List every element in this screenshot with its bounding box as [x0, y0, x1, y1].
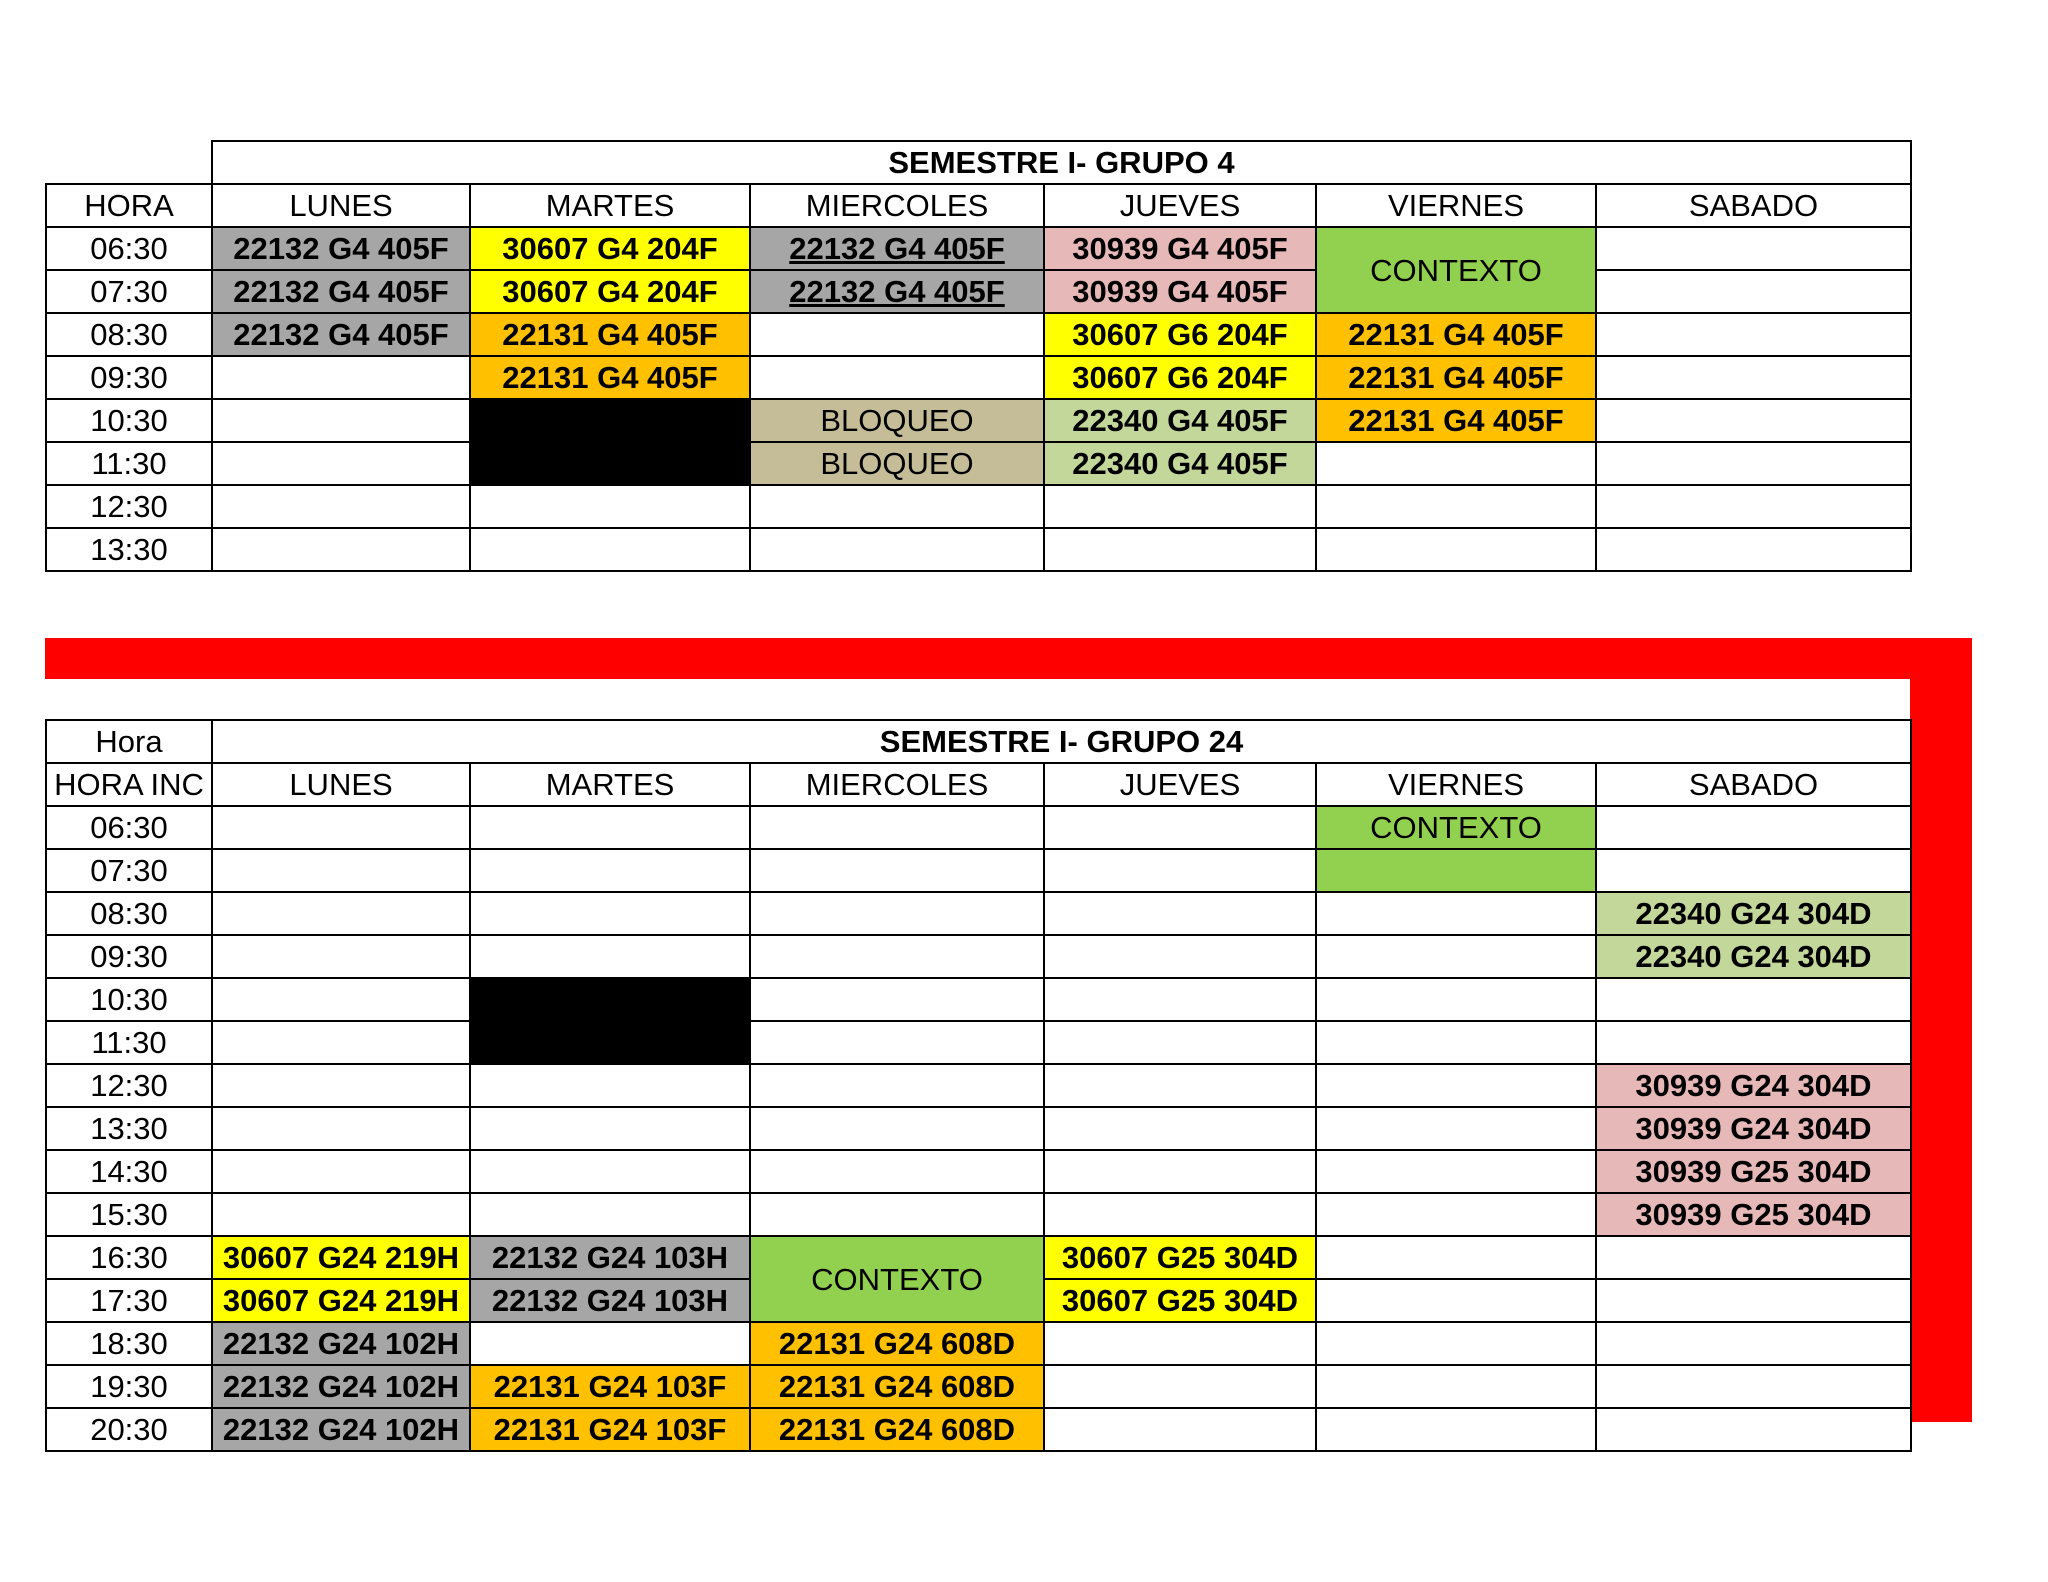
empty-cell: [1044, 1021, 1316, 1064]
table-row: [46, 806, 1911, 849]
course-cell: 22132 G24 102H: [212, 1365, 470, 1408]
empty-cell: [212, 485, 470, 528]
blocked-cell: [470, 978, 750, 1064]
empty-cell: [1316, 1064, 1596, 1107]
empty-cell: [212, 442, 470, 485]
table-row: [46, 528, 1911, 571]
course-cell: 22340 G4 405F: [1044, 442, 1316, 485]
empty-cell: [1596, 313, 1911, 356]
empty-cell: [1596, 1021, 1911, 1064]
empty-cell: [1044, 806, 1316, 849]
empty-cell: [1316, 528, 1596, 571]
day-header-martes: MARTES: [470, 763, 750, 806]
empty-cell: [1316, 892, 1596, 935]
table-row: [46, 442, 1911, 485]
empty-cell: [212, 399, 470, 442]
course-cell: 22132 G4 405F: [212, 270, 470, 313]
time-cell: 10:30: [46, 399, 212, 442]
day-header-lunes: LUNES: [212, 184, 470, 227]
bloqueo-cell: BLOQUEO: [750, 399, 1044, 442]
table-row: [46, 978, 1911, 1021]
empty-cell: [1316, 978, 1596, 1021]
time-cell: 09:30: [46, 356, 212, 399]
time-cell: 17:30: [46, 1279, 212, 1322]
empty-cell: [750, 1107, 1044, 1150]
table-row: [46, 1193, 1911, 1236]
empty-cell: [1596, 227, 1911, 270]
schedule-grupo-4: [45, 140, 1912, 572]
time-cell: 08:30: [46, 313, 212, 356]
table-row: [46, 485, 1911, 528]
empty-cell: [750, 1193, 1044, 1236]
day-header-miercoles: MIERCOLES: [750, 763, 1044, 806]
red-side-bar: [1910, 679, 1972, 1422]
empty-cell: [470, 1064, 750, 1107]
time-cell: 12:30: [46, 1064, 212, 1107]
contexto-cell: [1316, 849, 1596, 892]
contexto-cell: CONTEXTO: [1316, 806, 1596, 849]
empty-cell: [1316, 1279, 1596, 1322]
empty-cell: [750, 1064, 1044, 1107]
time-cell: 15:30: [46, 1193, 212, 1236]
day-header-viernes: VIERNES: [1316, 184, 1596, 227]
empty-cell: [750, 313, 1044, 356]
course-cell: 22131 G24 103F: [470, 1408, 750, 1451]
time-cell: 08:30: [46, 892, 212, 935]
empty-cell: [470, 935, 750, 978]
empty-cell: [1316, 1365, 1596, 1408]
course-cell: 30607 G25 304D: [1044, 1236, 1316, 1279]
time-cell: 13:30: [46, 1107, 212, 1150]
empty-cell: [1596, 528, 1911, 571]
empty-cell: [212, 1064, 470, 1107]
empty-cell: [470, 892, 750, 935]
empty-cell: [1596, 399, 1911, 442]
empty-cell: [470, 528, 750, 571]
empty-cell: [212, 1021, 470, 1064]
empty-cell: [1596, 1408, 1911, 1451]
course-cell: 22131 G4 405F: [1316, 399, 1596, 442]
course-cell: 30939 G25 304D: [1596, 1193, 1911, 1236]
contexto-cell: CONTEXTO: [1316, 227, 1596, 313]
empty-cell: [750, 935, 1044, 978]
time-cell: 11:30: [46, 1021, 212, 1064]
empty-cell: [1596, 806, 1911, 849]
time-cell: 18:30: [46, 1322, 212, 1365]
table-row: [46, 227, 1911, 270]
empty-cell: [212, 1193, 470, 1236]
course-cell: 30607 G24 219H: [212, 1236, 470, 1279]
hour-header: HORA INC: [46, 763, 212, 806]
empty-cell: [1044, 1064, 1316, 1107]
time-cell: 06:30: [46, 227, 212, 270]
course-cell: 22131 G4 405F: [1316, 313, 1596, 356]
empty-cell: [212, 528, 470, 571]
bloqueo-cell: BLOQUEO: [750, 442, 1044, 485]
course-cell: 22131 G24 103F: [470, 1365, 750, 1408]
course-cell: 30939 G4 405F: [1044, 227, 1316, 270]
time-cell: 19:30: [46, 1365, 212, 1408]
time-cell: 07:30: [46, 270, 212, 313]
corner-cell: [46, 141, 212, 184]
table-row: [46, 1064, 1911, 1107]
empty-cell: [1044, 485, 1316, 528]
empty-cell: [1596, 356, 1911, 399]
table-row: [46, 935, 1911, 978]
course-cell: 30607 G24 219H: [212, 1279, 470, 1322]
table-row: [46, 1365, 1911, 1408]
empty-cell: [1044, 1408, 1316, 1451]
empty-cell: [1596, 1279, 1911, 1322]
empty-cell: [1044, 1365, 1316, 1408]
empty-cell: [212, 978, 470, 1021]
table-row: [46, 1021, 1911, 1064]
empty-cell: [470, 849, 750, 892]
schedule-grupo-24: [45, 719, 1912, 1452]
course-cell: 22340 G4 405F: [1044, 399, 1316, 442]
course-cell: 22131 G24 608D: [750, 1322, 1044, 1365]
empty-cell: [1596, 849, 1911, 892]
time-cell: 14:30: [46, 1150, 212, 1193]
course-cell: 30607 G6 204F: [1044, 356, 1316, 399]
table-row: [46, 1322, 1911, 1365]
course-cell: 30939 G25 304D: [1596, 1150, 1911, 1193]
course-cell: 22132 G4 405F: [750, 270, 1044, 313]
course-cell: 22131 G4 405F: [1316, 356, 1596, 399]
table-row: [46, 1408, 1911, 1451]
time-cell: 20:30: [46, 1408, 212, 1451]
day-header-sabado: SABADO: [1596, 184, 1911, 227]
day-header-lunes: LUNES: [212, 763, 470, 806]
empty-cell: [212, 935, 470, 978]
time-cell: 07:30: [46, 849, 212, 892]
empty-cell: [1044, 1150, 1316, 1193]
course-cell: 22340 G24 304D: [1596, 892, 1911, 935]
time-cell: 11:30: [46, 442, 212, 485]
course-cell: 30607 G6 204F: [1044, 313, 1316, 356]
empty-cell: [750, 528, 1044, 571]
empty-cell: [470, 1322, 750, 1365]
empty-cell: [1596, 270, 1911, 313]
empty-cell: [750, 1021, 1044, 1064]
hour-header: HORA: [46, 184, 212, 227]
course-cell: 30939 G24 304D: [1596, 1107, 1911, 1150]
empty-cell: [1316, 1322, 1596, 1365]
table-row: [46, 849, 1911, 892]
day-header-viernes: VIERNES: [1316, 763, 1596, 806]
empty-cell: [1596, 1322, 1911, 1365]
course-cell: 22132 G4 405F: [212, 227, 470, 270]
empty-cell: [750, 806, 1044, 849]
course-cell: 30939 G24 304D: [1596, 1064, 1911, 1107]
time-cell: 06:30: [46, 806, 212, 849]
table-row: [46, 399, 1911, 442]
empty-cell: [1044, 849, 1316, 892]
course-cell: 22131 G4 405F: [470, 313, 750, 356]
table-row: [46, 892, 1911, 935]
day-header-martes: MARTES: [470, 184, 750, 227]
empty-cell: [1044, 978, 1316, 1021]
empty-cell: [212, 849, 470, 892]
course-cell: 22340 G24 304D: [1596, 935, 1911, 978]
course-cell: 22132 G4 405F: [750, 227, 1044, 270]
empty-cell: [212, 1107, 470, 1150]
empty-cell: [1044, 528, 1316, 571]
empty-cell: [1316, 1193, 1596, 1236]
course-cell: 22132 G24 103H: [470, 1236, 750, 1279]
empty-cell: [750, 892, 1044, 935]
course-cell: 22131 G24 608D: [750, 1365, 1044, 1408]
day-header-sabado: SABADO: [1596, 763, 1911, 806]
day-header-miercoles: MIERCOLES: [750, 184, 1044, 227]
course-cell: 30607 G4 204F: [470, 227, 750, 270]
course-cell: 22131 G24 608D: [750, 1408, 1044, 1451]
course-cell: 30607 G4 204F: [470, 270, 750, 313]
empty-cell: [1044, 1193, 1316, 1236]
course-cell: 22132 G24 102H: [212, 1408, 470, 1451]
empty-cell: [470, 1193, 750, 1236]
contexto-cell: CONTEXTO: [750, 1236, 1044, 1322]
empty-cell: [750, 978, 1044, 1021]
empty-cell: [750, 356, 1044, 399]
empty-cell: [1316, 1408, 1596, 1451]
empty-cell: [470, 1107, 750, 1150]
empty-cell: [212, 892, 470, 935]
day-header-jueves: JUEVES: [1044, 184, 1316, 227]
day-header-jueves: JUEVES: [1044, 763, 1316, 806]
corner-cell: Hora: [46, 720, 212, 763]
empty-cell: [750, 849, 1044, 892]
empty-cell: [212, 356, 470, 399]
time-cell: 10:30: [46, 978, 212, 1021]
empty-cell: [470, 485, 750, 528]
empty-cell: [1596, 1365, 1911, 1408]
empty-cell: [750, 1150, 1044, 1193]
empty-cell: [212, 806, 470, 849]
empty-cell: [212, 1150, 470, 1193]
empty-cell: [1316, 485, 1596, 528]
empty-cell: [1596, 978, 1911, 1021]
course-cell: 22132 G24 102H: [212, 1322, 470, 1365]
empty-cell: [1596, 485, 1911, 528]
course-cell: 30607 G25 304D: [1044, 1279, 1316, 1322]
empty-cell: [1044, 935, 1316, 978]
empty-cell: [470, 806, 750, 849]
time-cell: 09:30: [46, 935, 212, 978]
empty-cell: [1316, 1236, 1596, 1279]
red-separator-bar: [45, 638, 1972, 679]
table-row: [46, 313, 1911, 356]
schedule-title: SEMESTRE I- GRUPO 4: [212, 141, 1911, 184]
table-row: [46, 1236, 1911, 1279]
empty-cell: [1044, 892, 1316, 935]
empty-cell: [1316, 935, 1596, 978]
blocked-cell: [470, 399, 750, 485]
empty-cell: [1044, 1107, 1316, 1150]
course-cell: 22132 G4 405F: [212, 313, 470, 356]
empty-cell: [750, 485, 1044, 528]
table-row: [46, 1150, 1911, 1193]
empty-cell: [1044, 1322, 1316, 1365]
empty-cell: [470, 1150, 750, 1193]
empty-cell: [1316, 442, 1596, 485]
table-row: [46, 1107, 1911, 1150]
empty-cell: [1316, 1107, 1596, 1150]
empty-cell: [1596, 442, 1911, 485]
empty-cell: [1316, 1021, 1596, 1064]
course-cell: 22131 G4 405F: [470, 356, 750, 399]
schedule-title: SEMESTRE I- GRUPO 24: [212, 720, 1911, 763]
time-cell: 16:30: [46, 1236, 212, 1279]
table-row: [46, 356, 1911, 399]
course-cell: 30939 G4 405F: [1044, 270, 1316, 313]
empty-cell: [1596, 1236, 1911, 1279]
time-cell: 13:30: [46, 528, 212, 571]
time-cell: 12:30: [46, 485, 212, 528]
table-row: [46, 270, 1911, 313]
empty-cell: [1316, 1150, 1596, 1193]
course-cell: 22132 G24 103H: [470, 1279, 750, 1322]
